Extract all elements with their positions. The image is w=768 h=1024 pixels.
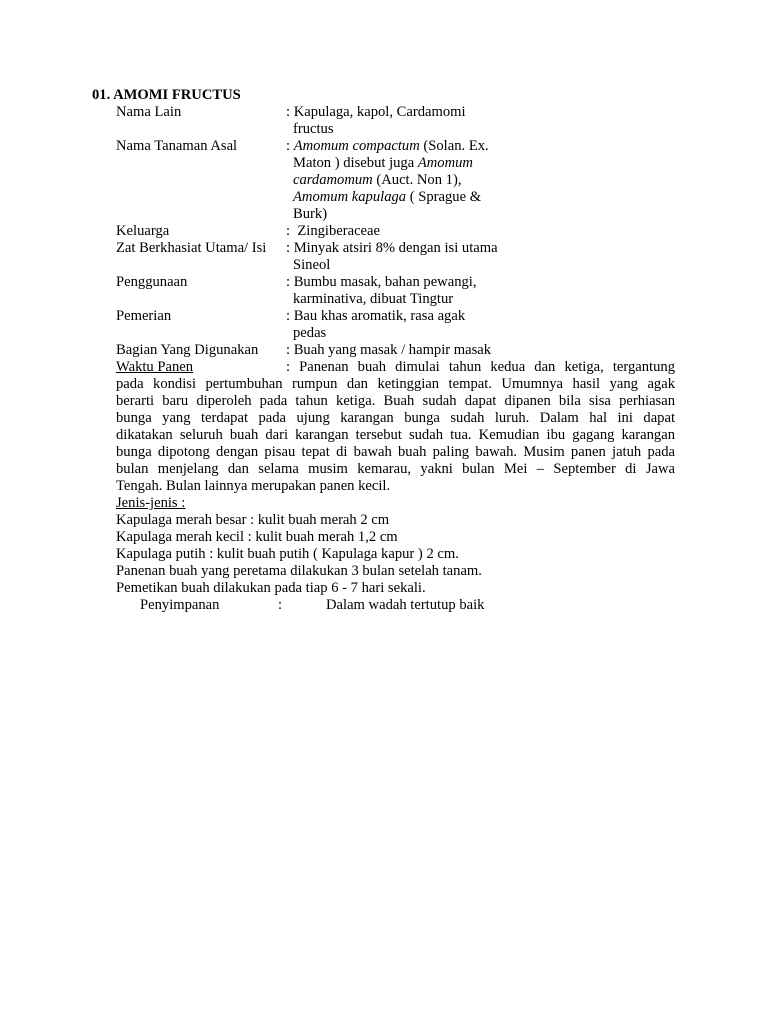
waktu-panen-text-line: pada kondisi pertumbuhan rumpun dan ketinggian tempat. Umumnya hasil yang agak	[116, 376, 675, 392]
penggunaan-value: : Bumbu masak, bahan pewangi,	[286, 274, 477, 290]
species-name: cardamomum	[293, 172, 373, 188]
waktu-panen-text-line: bulan menjelang dan selama musim kemarau, yakni bulan Mei – September di Jawa	[116, 461, 675, 477]
waktu-panen-text-line: dikatakan seluruh buah dari karangan tersebut sudah tua. Kemudian ibu gagang karangan	[116, 427, 675, 443]
nama-tanaman-asal-label: Nama Tanaman Asal	[116, 138, 238, 154]
penyimpanan-colon: :	[278, 597, 283, 613]
nama-tanaman-asal-cont-2: cardamomum (Auct. Non 1),	[293, 172, 462, 188]
pemerian-value-cont: pedas	[293, 325, 327, 341]
bagian-value: : Buah yang masak / hampir masak	[286, 342, 492, 358]
pemerian-value: : Bau khas aromatik, rasa agak	[286, 308, 466, 324]
species-name: Amomum kapulaga	[293, 189, 407, 205]
zat-berkhasiat-value-cont: Sineol	[293, 257, 331, 273]
waktu-panen-text-line: berarti baru diperoleh pada tahun ketiga. Buah sudah dapat dipanen bila sisa perhiasan	[116, 393, 675, 409]
jenis-item: Kapulaga putih : kulit buah putih ( Kapulaga kapur ) 2 cm.	[116, 546, 459, 562]
jenis-item: Panenan buah yang peretama dilakukan 3 bulan setelah tanam.	[116, 563, 482, 579]
waktu-panen-text-line: bunga dipotong dengan pisau tepat di bawah buah paling bawah. Musim panen jatuh pada	[116, 444, 675, 460]
keluarga-value: : Zingiberaceae	[286, 223, 380, 239]
keluarga-label: Keluarga	[116, 223, 170, 239]
nama-lain-label: Nama Lain	[116, 104, 182, 120]
zat-berkhasiat-label: Zat Berkhasiat Utama/ Isi	[116, 240, 267, 256]
waktu-panen-value: : Panenan buah dimulai tahun kedua dan ketiga, tergantung	[286, 359, 675, 375]
waktu-panen-text-line: bunga yang terdapat pada ujung karangan bunga sudah luruh. Dalam hal ini dapat	[116, 410, 675, 426]
nama-tanaman-asal-cont-1: Maton ) disebut juga Amomum	[293, 155, 473, 171]
bagian-label: Bagian Yang Digunakan	[116, 342, 259, 358]
nama-lain-value: : Kapulaga, kapol, Cardamomi	[286, 104, 466, 120]
nama-tanaman-asal-value: : Amomum compactum (Solan. Ex.	[286, 138, 489, 154]
penyimpanan-value: Dalam wadah tertutup baik	[326, 597, 485, 613]
nama-tanaman-asal-cont-3: Amomum kapulaga ( Sprague &	[293, 189, 482, 205]
jenis-item: Pemetikan buah dilakukan pada tiap 6 - 7 hari sekali.	[116, 580, 426, 596]
zat-berkhasiat-value: : Minyak atsiri 8% dengan isi utama	[286, 240, 498, 256]
nama-tanaman-asal-cont-4: Burk)	[293, 206, 328, 222]
species-name: Amomum	[417, 155, 473, 171]
jenis-item: Kapulaga merah besar : kulit buah merah 2 cm	[116, 512, 390, 528]
penggunaan-label: Penggunaan	[116, 274, 188, 290]
waktu-panen-text-last: Tengah. Bulan lainnya merupakan panen kecil.	[116, 478, 391, 494]
jenis-item: Kapulaga merah kecil : kulit buah merah 1,2 cm	[116, 529, 398, 545]
penggunaan-value-cont: karminativa, dibuat Tingtur	[293, 291, 454, 307]
penyimpanan-label: Penyimpanan	[140, 597, 220, 613]
species-name: Amomum compactum	[293, 138, 420, 154]
nama-lain-value-cont: fructus	[293, 121, 334, 137]
monograph-heading: 01. AMOMI FRUCTUS	[92, 87, 241, 103]
waktu-panen-label: Waktu Panen	[116, 359, 194, 375]
jenis-heading: Jenis-jenis :	[116, 495, 186, 511]
pemerian-label: Pemerian	[116, 308, 172, 324]
